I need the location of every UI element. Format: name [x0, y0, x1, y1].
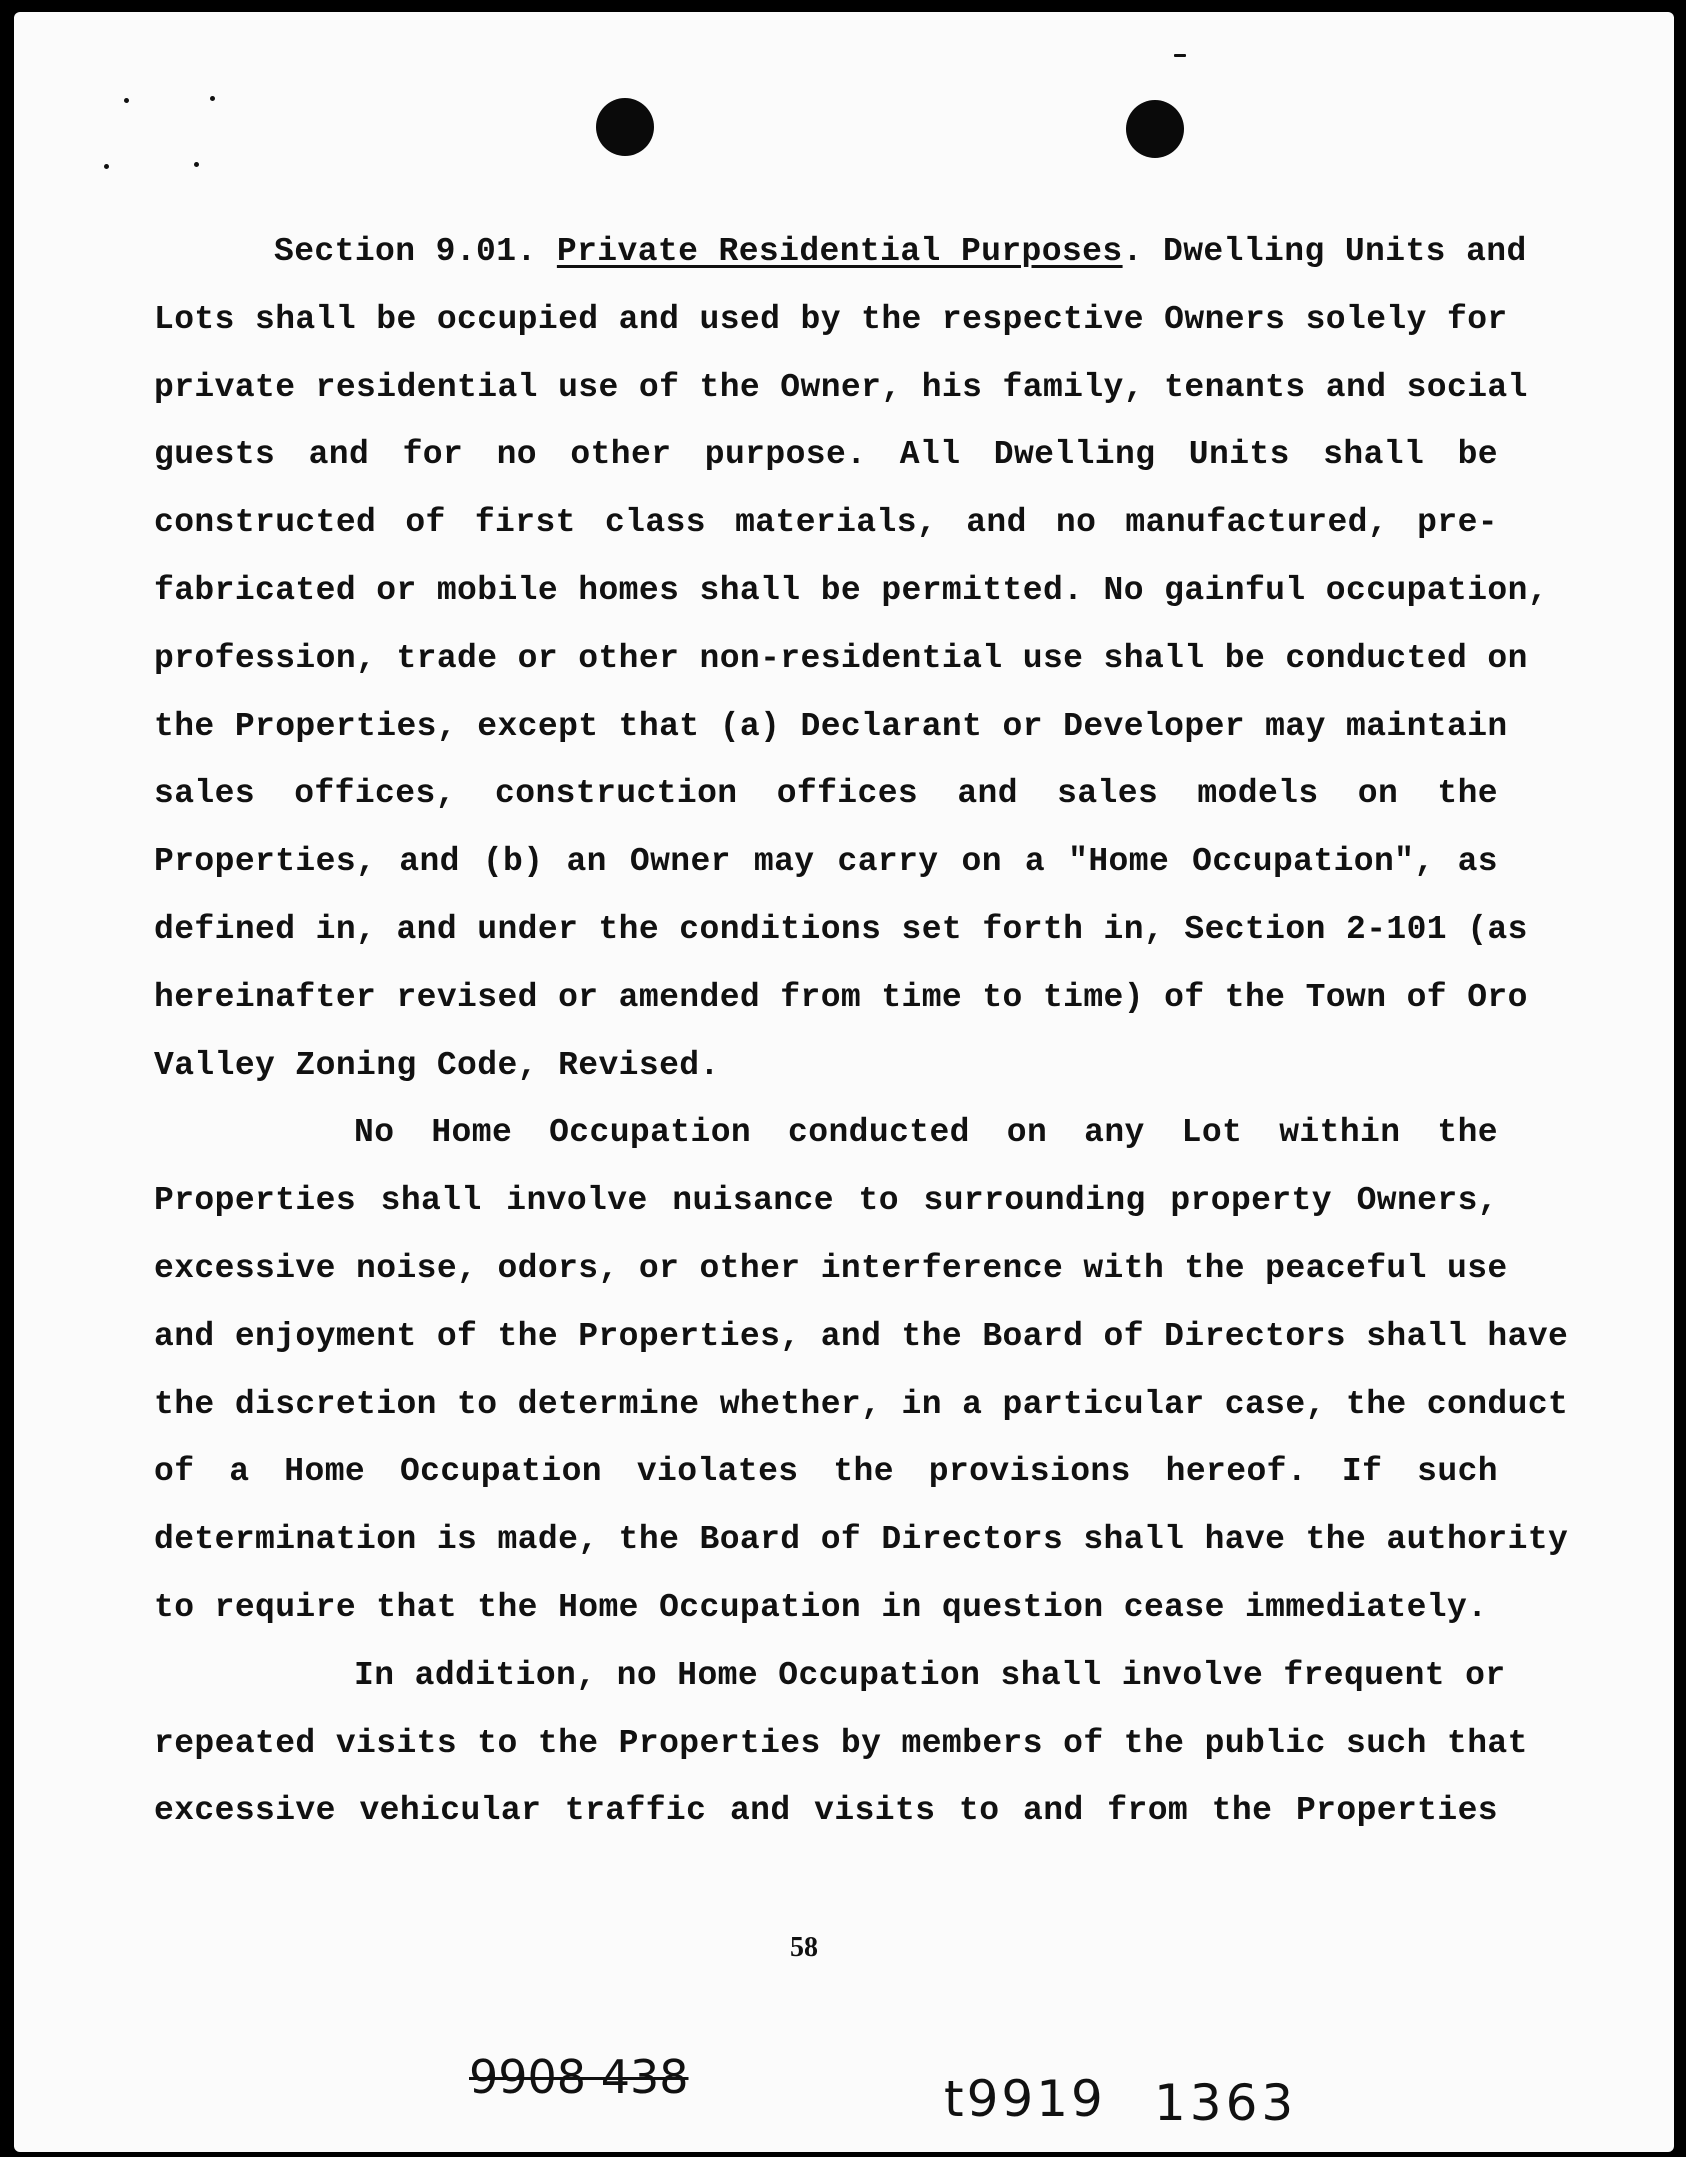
page-number: 58 [790, 1932, 818, 1963]
struck-recording-reference: 9908 438 [469, 2050, 689, 2104]
punch-hole-left [596, 98, 654, 156]
text-line: Dwelling Units and [1163, 233, 1527, 270]
text-line: excessive noise, odors, or other interference with the peaceful use [154, 1249, 1508, 1287]
text-line: Properties shall involve nuisance to surrounding property Owners, [154, 1182, 1498, 1220]
text-line: In addition, no Home Occupation shall involve frequent or [354, 1656, 1506, 1694]
scan-speck [210, 96, 215, 101]
text-line: defined in, and under the conditions set forth in, Section 2-101 (as [154, 910, 1528, 948]
text-line: Lots shall be occupied and used by the respective Owners solely for [154, 300, 1508, 338]
text-line: and enjoyment of the Properties, and the Board of Directors shall have [154, 1317, 1569, 1355]
text-line: No Home Occupation conducted on any Lot within the [354, 1114, 1498, 1152]
document-body [154, 218, 1569, 1845]
text-line: Properties, and (b) an Owner may carry on a "Home Occupation", as [154, 843, 1498, 881]
text-line: of a Home Occupation violates the provisions hereof. If such [154, 1453, 1498, 1491]
text-line: private residential use of the Owner, his family, tenants and social [154, 368, 1528, 406]
text-line: to require that the Home Occupation in question cease immediately. [154, 1588, 1488, 1626]
text-line: the Properties, except that (a) Declarant or Developer may maintain [154, 707, 1508, 745]
scan-speck [104, 164, 109, 169]
text-line: determination is made, the Board of Directors shall have the authority [154, 1521, 1569, 1559]
text-line: fabricated or mobile homes shall be permitted. No gainful occupation, [154, 571, 1549, 609]
document-page [14, 12, 1674, 2152]
section-number: Section 9.01. [274, 233, 537, 270]
section-title-period: . [1122, 233, 1143, 270]
text-line: sales offices, construction offices and sales models on the [154, 775, 1498, 813]
section-title: Private Residential Purposes [556, 233, 1123, 270]
text-line: repeated visits to the Properties by members of the public such that [154, 1724, 1528, 1762]
text-line: guests and for no other purpose. All Dwelling Units shall be [154, 436, 1498, 474]
text-line: excessive vehicular traffic and visits to and from the Properties [154, 1792, 1498, 1830]
recording-docket-number: t9919 [944, 2070, 1106, 2128]
recording-page-number: 1363 [1154, 2074, 1298, 2132]
text-line: Valley Zoning Code, Revised. [154, 1046, 720, 1084]
scan-speck [1174, 54, 1186, 57]
scan-speck [124, 98, 129, 103]
scan-speck [194, 162, 199, 167]
text-line: hereinafter revised or amended from time to time) of the Town of Oro [154, 978, 1528, 1016]
section-heading-line [154, 218, 1527, 286]
text-line: profession, trade or other non-residential use shall be conducted on [154, 639, 1528, 677]
text-line: the discretion to determine whether, in a particular case, the conduct [154, 1385, 1569, 1423]
punch-hole-right [1126, 100, 1184, 158]
text-line: constructed of first class materials, and no manufactured, pre- [154, 504, 1498, 542]
